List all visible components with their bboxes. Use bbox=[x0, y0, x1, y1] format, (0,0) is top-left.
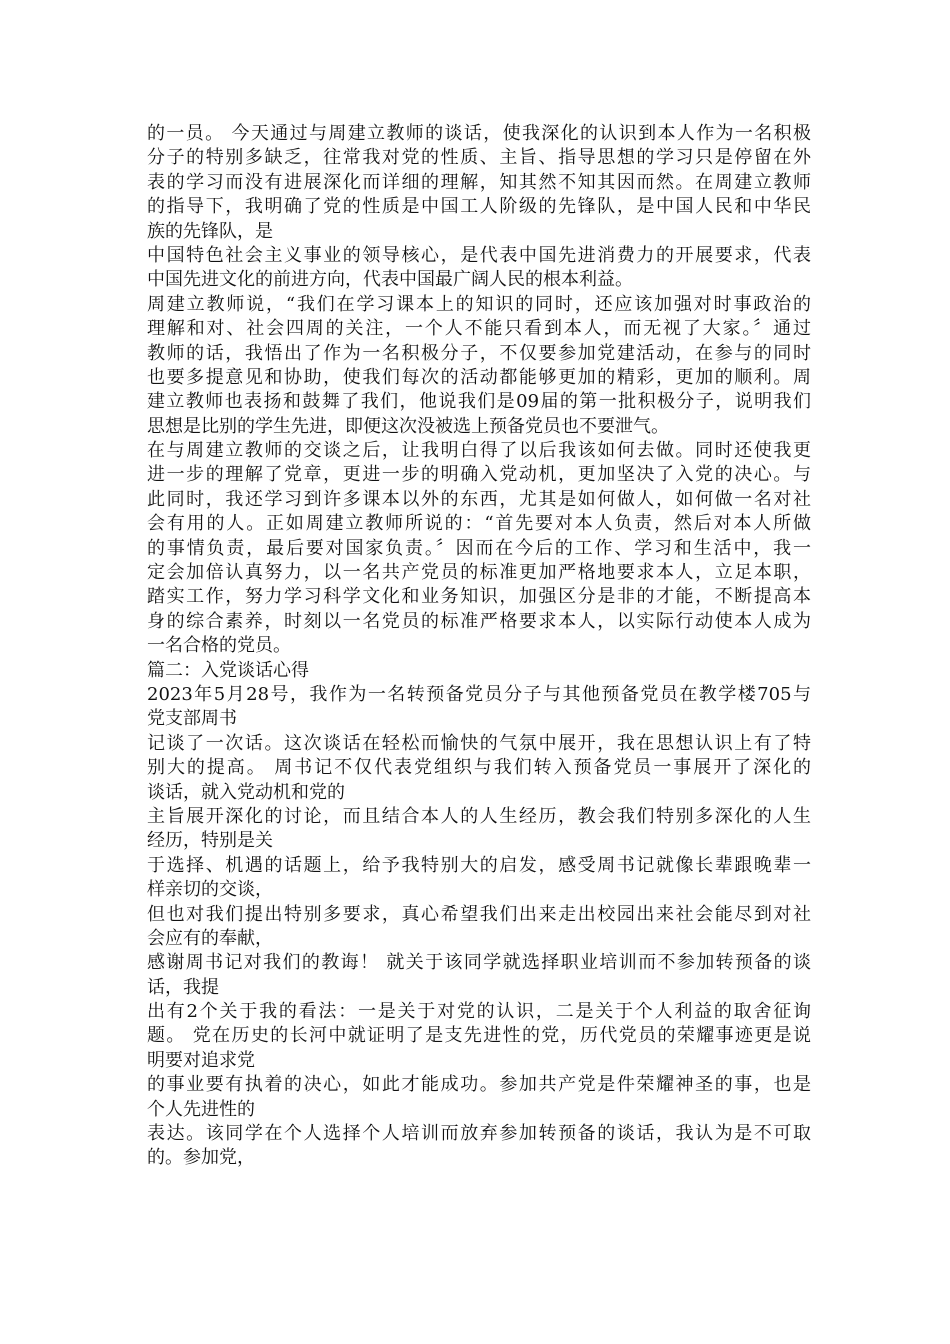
text-line: 记谈了一次话。这次谈话在轻松而愉快的气氛中展开，我在思想认识上有了特 bbox=[147, 732, 811, 754]
text-line: 的一员。 今天通过与周建立教师的谈话，使我深化的认识到本人作为一名积极 bbox=[147, 123, 811, 144]
text-line: 进一步的理解了党章，更进一步的明确入党动机，更加坚决了入党的决心。与 bbox=[147, 464, 811, 486]
text-line: 别大的提高。 周书记不仅代表党组织与我们转入预备党员一事展开了深化的 bbox=[147, 757, 811, 779]
text-line: 表达。该同学在个人选择个人培训而放弃参加转预备的谈话，我认为是不可取 bbox=[147, 1123, 811, 1145]
text-line: 教师的话，我悟出了作为一名积极分子，不仅要参加党建活动，在参与的同时 bbox=[147, 342, 811, 364]
text-line: 的指导下，我明确了党的性质是中国工人阶级的先锋队，是中国人民和中华民 bbox=[147, 196, 811, 218]
text-line: 分子的特别多缺乏，往常我对党的性质、主旨、指导思想的学习只是停留在外 bbox=[147, 147, 811, 169]
text-line: 感谢周书记对我们的教诲！ 就关于该同学就选择职业培训而不参加转预备的谈 bbox=[147, 952, 811, 974]
text-line: 的事业要有执着的决心，如此才能成功。参加共产党是件荣耀神圣的事，也是 bbox=[147, 1074, 811, 1096]
document-body bbox=[147, 122, 811, 1171]
text-line: 但也对我们提出特别多要求，真心希望我们出来走出校园出来社会能尽到对社 bbox=[147, 903, 811, 925]
text-line: 踏实工作，努力学习科学文化和业务知识，加强区分是非的才能，不断提高本 bbox=[147, 586, 811, 608]
text-line: 党支部周书 bbox=[147, 708, 237, 730]
text-line: 谈话，就入党动机和党的 bbox=[147, 781, 345, 803]
text-line: 题。 党在历史的长河中就证明了是支先进性的党，历代党员的荣耀事迹更是说 bbox=[147, 1025, 811, 1047]
text-line: 会有用的人。正如周建立教师所说的：“首先要对本人负责，然后对本人所做 bbox=[147, 513, 811, 535]
text-line: 中国先进文化的前进方向，代表中国最广阔人民的根本利益。 bbox=[147, 269, 633, 291]
text-line: 也要多提意见和协助，使我们每次的活动都能够更加的精彩，更加的顺利。周 bbox=[147, 366, 811, 388]
text-line: 中国特色社会主义事业的领导核心，是代表中国先进消费力的开展要求，代表 bbox=[147, 244, 811, 266]
text-line: 理解和对、社会四周的关注，一个人不能只看到本人，而无视了大家。〞通过 bbox=[147, 318, 811, 340]
text-line: 于选择、机遇的话题上，给予我特别大的启发，感受周书记就像长辈跟晚辈一 bbox=[147, 854, 811, 876]
text-line: 经历，特别是关 bbox=[147, 830, 273, 852]
text-line: 周建立教师说，“我们在学习课本上的知识的同时，还应该加强对时事政治的 bbox=[147, 293, 811, 315]
text-line: 的事情负责，最后要对国家负责。〞因而在今后的工作、学习和生活中，我一 bbox=[147, 537, 811, 559]
text-line: 会应有的奉献， bbox=[147, 927, 273, 949]
text-line: 建立教师也表扬和鼓舞了我们，他说我们是09届的第一批积极分子，说明我们 bbox=[147, 391, 811, 413]
text-line: 的。参加党， bbox=[147, 1147, 255, 1169]
text-line: 2023年5月28号，我作为一名转预备党员分子与其他预备党员在教学楼705与 bbox=[147, 683, 811, 705]
text-line: 此同时，我还学习到许多课本以外的东西，尤其是如何做人，如何做一名对社 bbox=[147, 488, 811, 510]
text-line: 思想是比别的学生先进，即便这次没被选上预备党员也不要泄气。 bbox=[147, 415, 669, 437]
text-line: 定会加倍认真努力，以一名共产党员的标准更加严格地要求本人，立足本职， bbox=[147, 562, 811, 584]
text-line: 表的学习而没有进展深化而详细的理解，知其然不知其因而然。在周建立教师 bbox=[147, 171, 811, 193]
text-line: 身的综合素养，时刻以一名党员的标准严格要求本人，以实际行动使本人成为 bbox=[147, 610, 811, 632]
text-line: 话，我提 bbox=[147, 976, 219, 998]
text-line: 篇二：入党谈话心得 bbox=[147, 659, 309, 681]
text-line: 个人先进性的 bbox=[147, 1098, 255, 1120]
text-line: 一名合格的党员。 bbox=[147, 635, 291, 657]
text-line: 族的先锋队，是 bbox=[147, 220, 273, 242]
text-line: 出有2个关于我的看法：一是关于对党的认识，二是关于个人利益的取舍征询 bbox=[147, 1001, 811, 1023]
text-line: 在与周建立教师的交谈之后，让我明白得了以后我该如何去做。同时还使我更 bbox=[147, 440, 811, 462]
text-line: 明要对追求党 bbox=[147, 1049, 255, 1071]
text-line: 主旨展开深化的讨论，而且结合本人的人生经历，教会我们特别多深化的人生 bbox=[147, 805, 811, 827]
text-line: 样亲切的交谈， bbox=[147, 879, 273, 901]
